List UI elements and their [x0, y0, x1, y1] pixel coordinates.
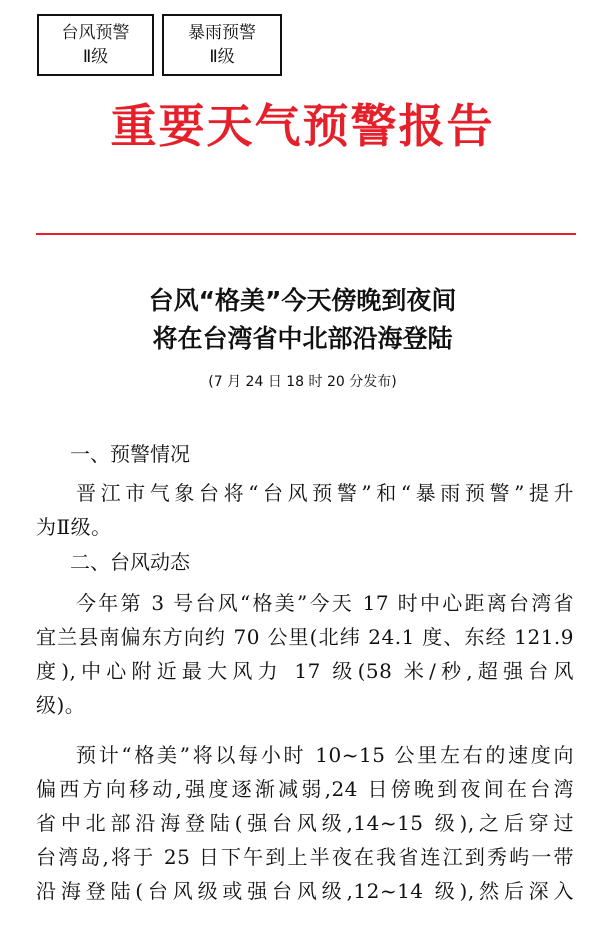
report-title: 重要天气预警报告 — [110, 99, 495, 153]
paragraph-warning-status — [36, 476, 574, 544]
paragraph-line: 为Ⅱ级。 — [36, 515, 112, 539]
paragraph-line: 省中北部沿海登陆(强台风级,14~15 级),之后穿过 — [36, 811, 574, 835]
badge-label: 暴雨预警 — [188, 23, 256, 43]
paragraph-line: 预计“格美”将以每小时 10~15 公里左右的速度向 — [76, 743, 574, 767]
badge-level: Ⅱ级 — [209, 47, 235, 67]
paragraph-line: 度),中心附近最大风力 17 级(58 米/秒,超强台风 — [36, 659, 574, 683]
headline-line-1: 台风“格美”今天傍晚到夜间 — [148, 286, 457, 315]
rainstorm-warning-badge — [162, 14, 282, 76]
section-heading-typhoon-dynamics: 二、台风动态 — [70, 550, 190, 574]
paragraph-line: 台湾岛,将于 25 日下午到上半夜在我省连江到秀屿一带 — [36, 845, 574, 869]
paragraph-line: 偏西方向移动,强度逐渐减弱,24 日傍晚到夜间在台湾 — [36, 777, 574, 801]
issue-time: (7 月 24 日 18 时 20 分发布) — [208, 374, 397, 390]
paragraph-line: 沿海登陆(台风级或强台风级,12~14 级),然后深入 — [36, 879, 574, 903]
headline-line-2: 将在台湾省中北部沿海登陆 — [152, 324, 453, 353]
red-divider — [36, 233, 576, 235]
paragraph-typhoon-position — [36, 586, 574, 722]
section-heading-warning-status: 一、预警情况 — [70, 442, 190, 466]
typhoon-warning-badge — [37, 14, 154, 76]
paragraph-typhoon-forecast — [36, 738, 574, 908]
paragraph-line: 今年第 3 号台风“格美”今天 17 时中心距离台湾省 — [76, 591, 574, 615]
badge-label: 台风预警 — [61, 23, 130, 43]
paragraph-line: 晋江市气象台将“台风预警”和“暴雨预警”提升 — [76, 481, 574, 505]
paragraph-line: 级)。 — [36, 693, 86, 717]
paragraph-line: 宜兰县南偏东方向约 70 公里(北纬 24.1 度、东经 121.9 — [36, 625, 574, 649]
badge-level: Ⅱ级 — [82, 47, 109, 67]
